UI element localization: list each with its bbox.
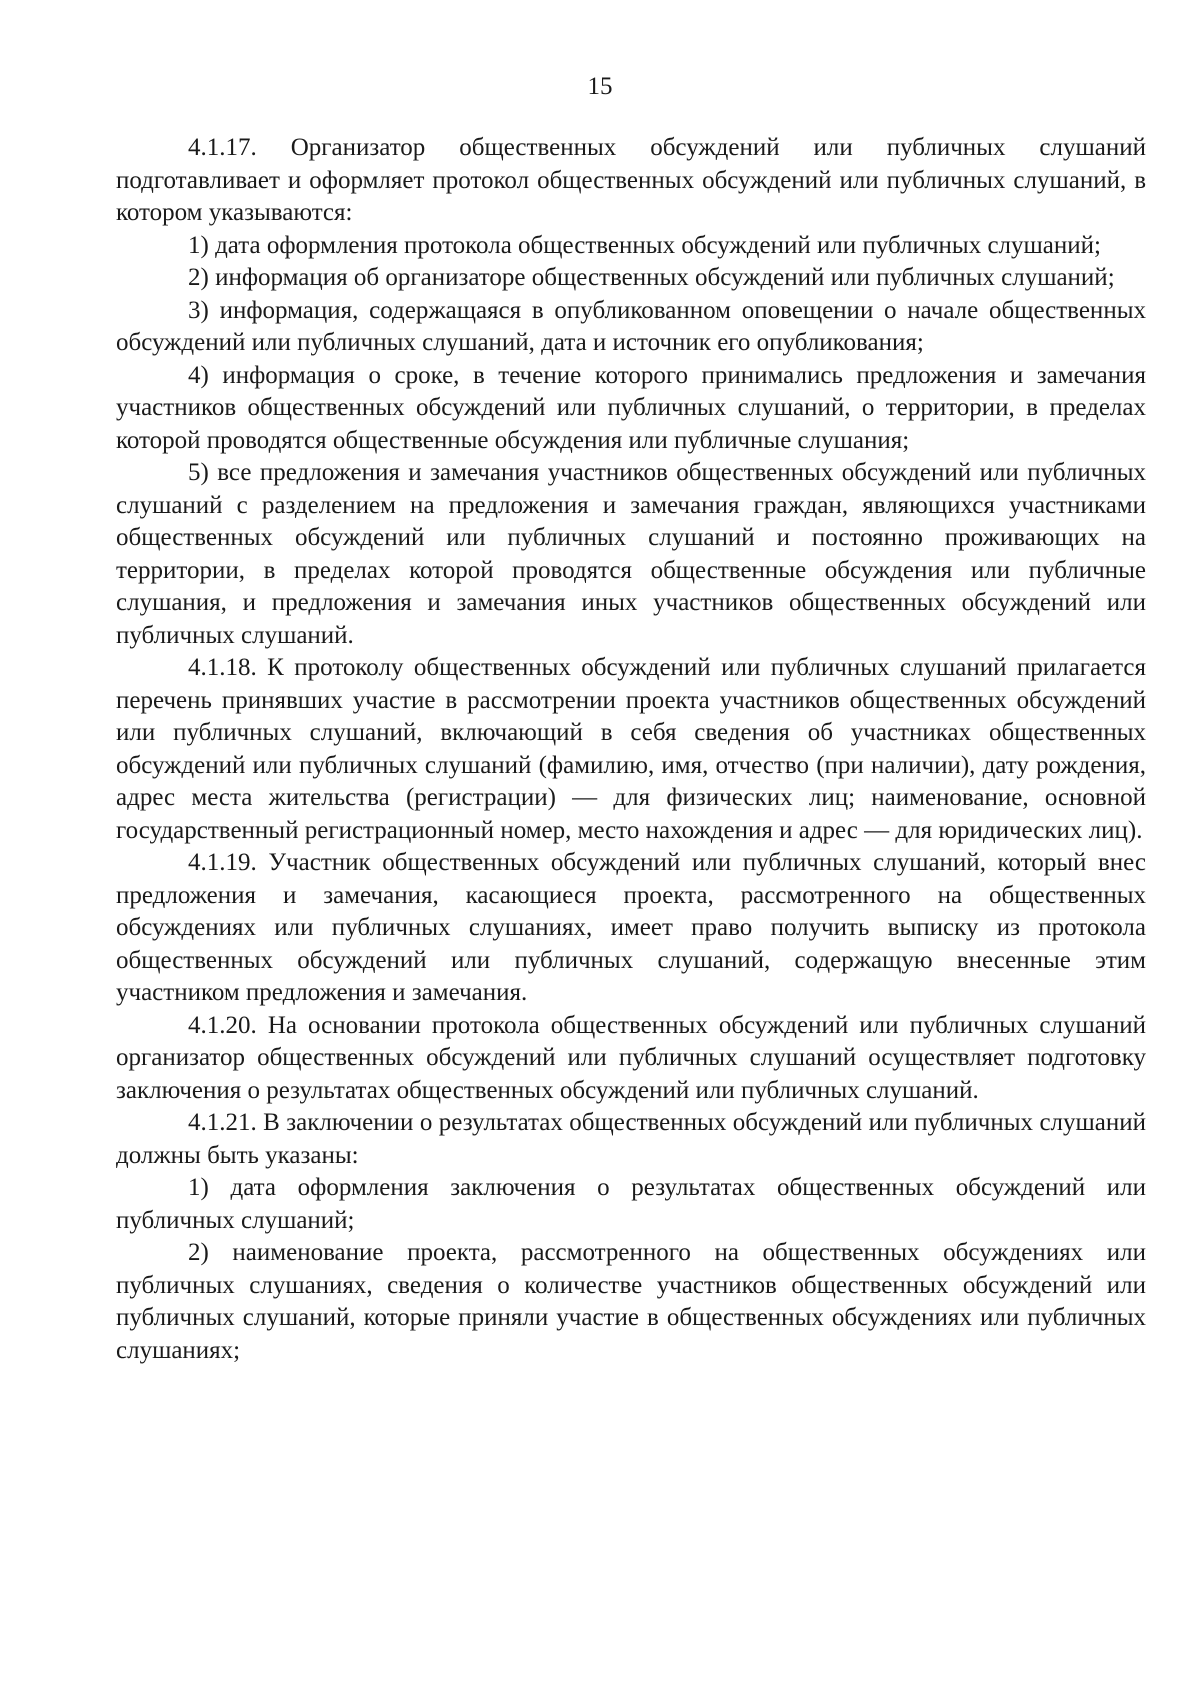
paragraph-4-1-19: 4.1.19. Участник общественных обсуждений или публичных слушаний, который внес предложения и замечания, касающиеся проекта, рассмотренного на общественных обсуждениях или публичных слушаниях, имеет право получить выписку из протокола общественных обсуждений или публичных слушаний, содержащую внесенные этим участником предложения и замечания. bbox=[116, 849, 1146, 1006]
document-body bbox=[116, 132, 1146, 1367]
paragraph-4-1-21: 4.1.21. В заключении о результатах общественных обсуждений или публичных слушаний должны быть указаны: bbox=[116, 1109, 1146, 1169]
paragraph-4-1-20: 4.1.20. На основании протокола общественных обсуждений или публичных слушаний организатор общественных обсуждений или публичных слушаний осуществляет подготовку заключения о результатах общественных обсуждений или публичных слушаний. bbox=[116, 1011, 1146, 1104]
list-item-1-protocol-date: 1) дата оформления протокола общественных обсуждений или публичных слушаний; bbox=[188, 231, 1101, 259]
list-item-2-organizer-info: 2) информация об организаторе общественных обсуждений или публичных слушаний; bbox=[188, 264, 1115, 291]
paragraph-4-1-17: 4.1.17. Организатор общественных обсуждений или публичных слушаний подготавливает и оформляет протокол общественных обсуждений или публичных слушаний, в котором указываются: bbox=[116, 134, 1146, 226]
page-number: 15 bbox=[587, 73, 613, 100]
list-item-5-proposals: 5) все предложения и замечания участников общественных обсуждений или публичных слушаний с разделением на предложения и замечания граждан, являющихся участниками общественных обсуждений или публичных слушаний и постоянно проживающих на территории, в пределах которой проводятся общественные обсуждения или публичные слушания, и предложения и замечания иных участников общественных обсуждений или публичных слушаний. bbox=[116, 459, 1146, 649]
list-item-1-conclusion-date: 1) дата оформления заключения о результатах общественных обсуждений или публичных слушаний; bbox=[116, 1174, 1146, 1234]
list-item-4-term-info: 4) информация о сроке, в течение которого принимались предложения и замечания участников общественных обсуждений или публичных слушаний, о территории, в пределах которой проводятся общественные обсуждения или публичные слушания; bbox=[116, 361, 1146, 454]
list-item-2-project-name: 2) наименование проекта, рассмотренного на общественных обсуждениях или публичных слушаниях, сведения о количестве участников общественных обсуждений или публичных слушаний, которые приняли участие в общественных обсуждениях или публичных слушаниях; bbox=[116, 1239, 1146, 1364]
paragraph-4-1-18: 4.1.18. К протоколу общественных обсуждений или публичных слушаний прилагается перечень принявших участие в рассмотрении проекта участников общественных обсуждений или публичных слушаний, включающий в себя сведения об участниках общественных обсуждений или публичных слушаний (фамилию, имя, отчество (при наличии), дату рождения, адрес места жительства (регистрации) — для физических лиц; наименование, основной государственный регистрационный номер, место нахождения и адрес — для юридических лиц). bbox=[116, 654, 1146, 844]
list-item-3-notice-info: 3) информация, содержащаяся в опубликованном оповещении о начале общественных обсуждений или публичных слушаний, дата и источник его опубликования; bbox=[116, 296, 1146, 356]
